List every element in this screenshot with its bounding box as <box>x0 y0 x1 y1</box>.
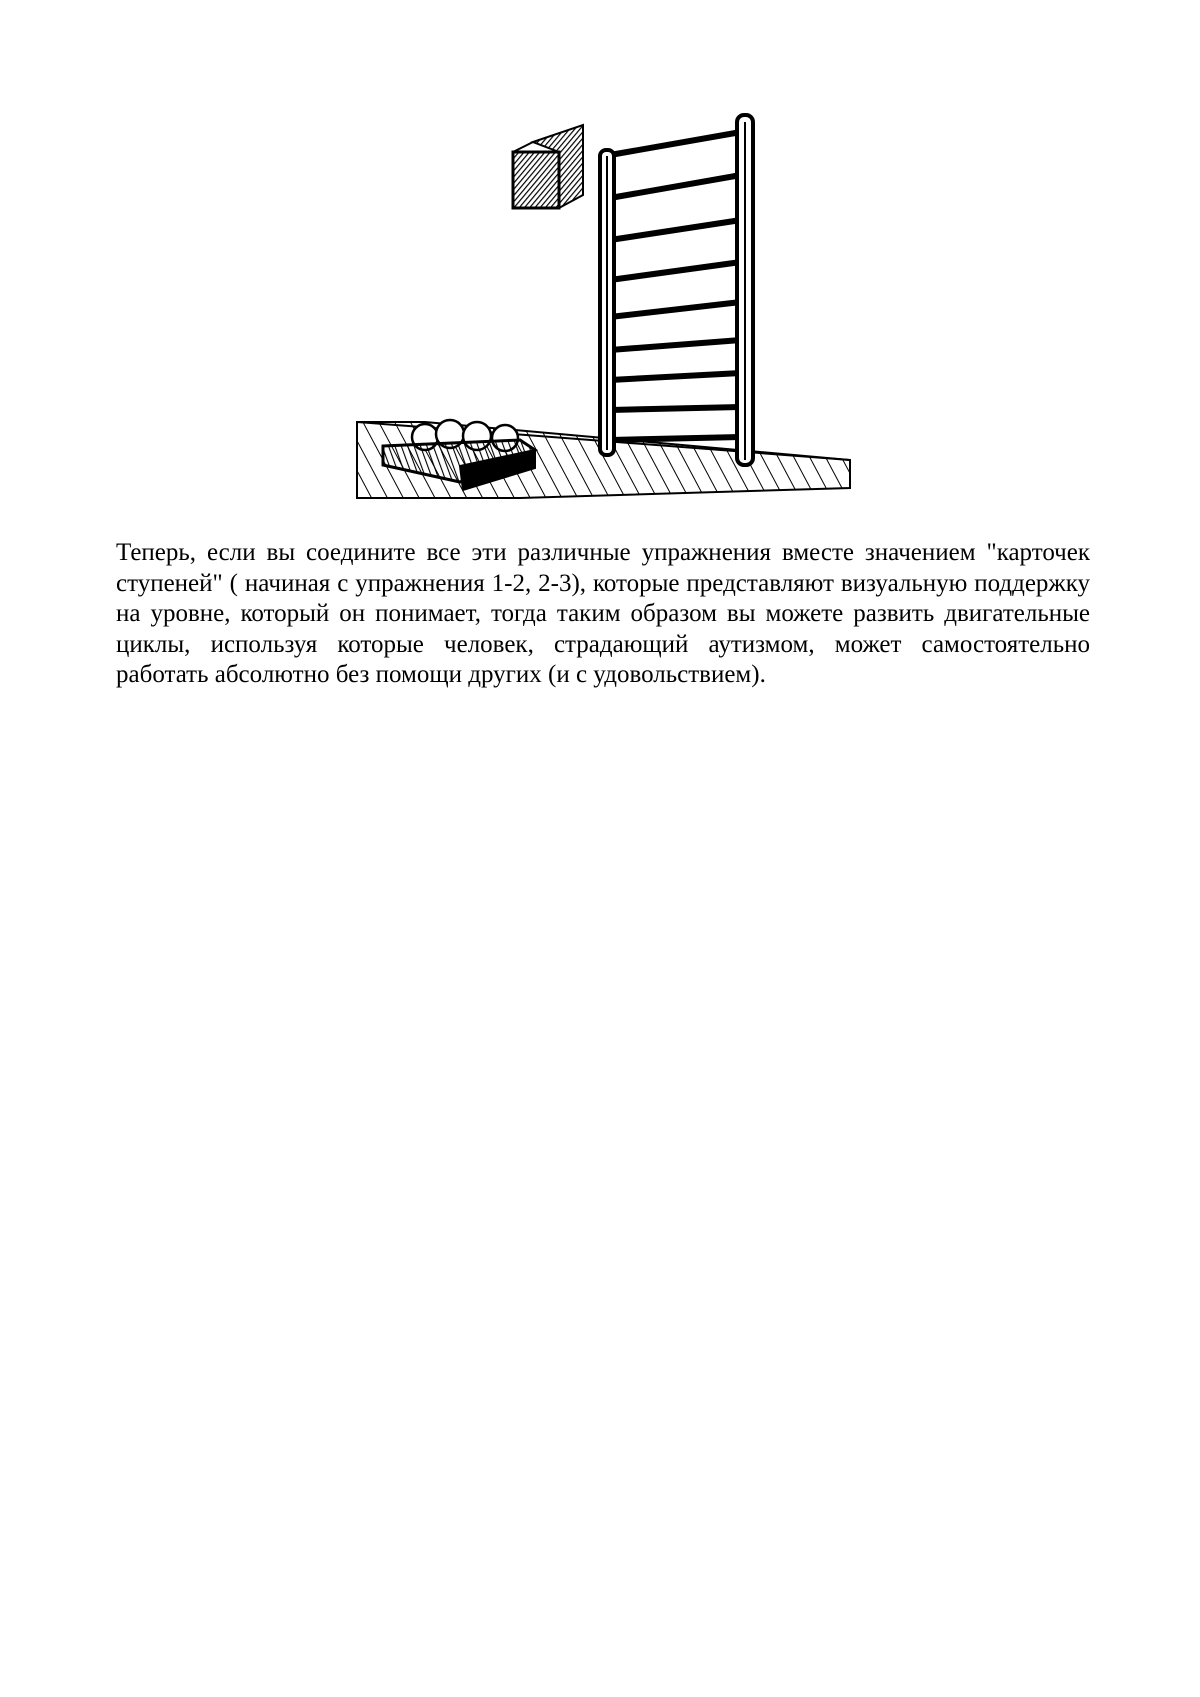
wall-bars-illustration <box>355 110 855 510</box>
body-paragraph: Теперь, если вы соедините все эти различные упражнения вместе значением "карточек ступеней" ( начиная с упражнения 1-2, 2-3), которые представляют визуальную поддержку на уровне, который он понимает, тогда таким образом вы можете развить двигательные циклы, используя которые человек, страдающий аутизмом, может самостоятельно работать абсолютно без помощи других (и с удовольствием). <box>116 539 1090 688</box>
wall-box <box>513 125 583 208</box>
wall-bars <box>600 115 753 465</box>
